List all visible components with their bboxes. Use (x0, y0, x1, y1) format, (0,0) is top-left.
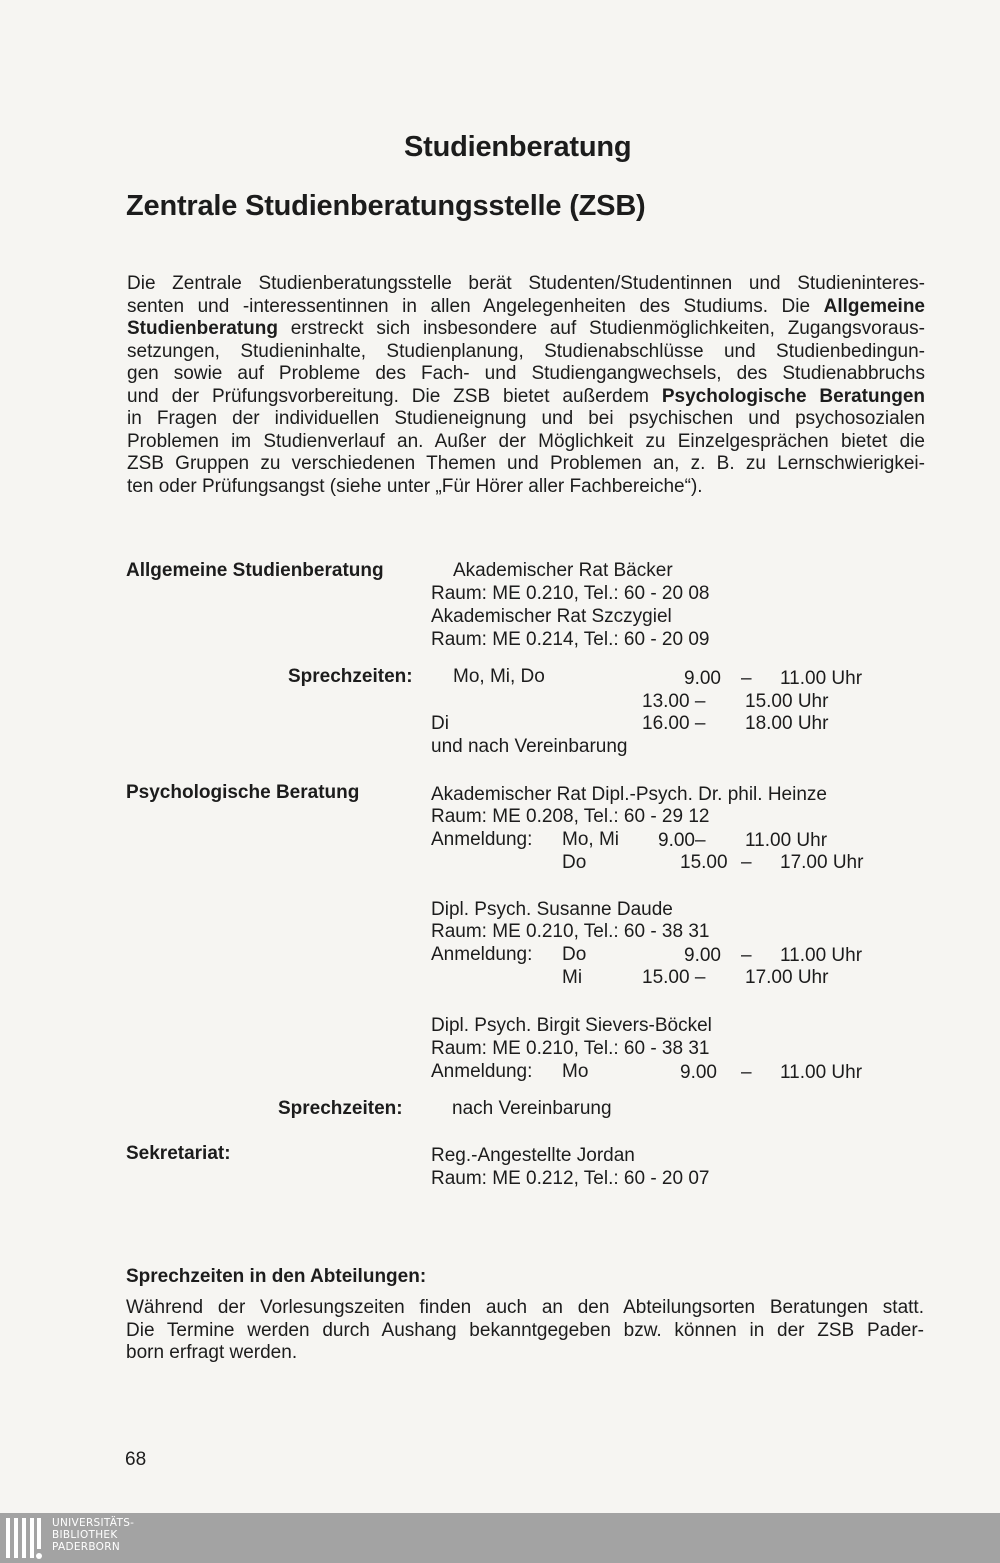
hours-to: 11.00 Uhr (745, 830, 828, 851)
hours-day: Mo, Mi (562, 829, 619, 850)
body-text: setzungen, Studieninhalte, Studienplanung, Studienabschlüsse und Studienbedingun- (127, 340, 925, 362)
library-footer (0, 1513, 1000, 1563)
hours-dash: – (741, 852, 752, 873)
hours-day: Mo (562, 1061, 589, 1082)
hours-to: 11.00 Uhr (780, 1062, 863, 1083)
sekretariat-label: Sekretariat: (126, 1143, 231, 1164)
hours-to: 17.00 Uhr (780, 852, 864, 873)
hours-dash: – (741, 668, 752, 689)
contact-name: Dipl. Psych. Susanne Daude (431, 899, 673, 920)
sprechzeiten-label: Sprechzeiten: (278, 1098, 403, 1119)
intro-line (127, 408, 925, 431)
contact-room: Raum: ME 0.210, Tel.: 60 - 38 31 (431, 1038, 710, 1059)
page-title: Studienberatung (404, 131, 632, 163)
library-name: UNIVERSITÄTS- BIBLIOTHEK PADERBORN (52, 1517, 135, 1553)
body-text: erstreckt sich insbesondere auf Studienmöglichkeiten, Zugangsvoraus- (277, 318, 925, 339)
hours-to: 11.00 Uhr (780, 668, 863, 689)
intro-line (127, 363, 925, 386)
intro-paragraph (127, 273, 925, 498)
body-text: senten und -interessentinnen in allen Angelegenheiten des Studiums. Die (127, 295, 824, 317)
intro-line (127, 273, 925, 296)
abteilungen-line: Die Termine werden durch Aushang bekanntgegeben bzw. können in der ZSB Pader- (126, 1319, 924, 1341)
abteilungen-line: born erfragt werden. (126, 1342, 298, 1363)
intro-line (127, 341, 925, 364)
hours-to: 11.00 Uhr (780, 945, 863, 966)
abteilungen-line: Während der Vorlesungszeiten finden auch an den Abteilungsorten Beratungen statt. (126, 1297, 924, 1318)
hours-from: 15.00 (680, 852, 728, 873)
intro-line (127, 476, 925, 499)
contact-room: Raum: ME 0.208, Tel.: 60 - 29 12 (431, 806, 710, 827)
hours-day: Do (562, 852, 587, 873)
hours-from: 9.00 (680, 1062, 717, 1083)
section-title: Zentrale Studienberatungsstelle (ZSB) (126, 190, 646, 222)
contact-name: Dipl. Psych. Birgit Sievers-Böckel (431, 1015, 712, 1036)
hours-day: Do (562, 944, 587, 965)
hours-note: und nach Vereinbarung (431, 736, 628, 757)
hours-from: 9.00 (684, 668, 721, 689)
contact-name: Akademischer Rat Szczygiel (431, 606, 672, 627)
intro-line (127, 318, 925, 341)
allgemeine-heading: Allgemeine Studienberatung (126, 560, 384, 581)
sprechzeiten-label: Sprechzeiten: (288, 666, 413, 687)
psych-heading: Psychologische Beratung (126, 782, 360, 803)
body-text: Die Zentrale Studienberatungsstelle berät Studenten/Studentinnen und Studieninteres- (127, 273, 925, 294)
contact-room: Raum: ME 0.212, Tel.: 60 - 20 07 (431, 1168, 710, 1189)
hours-from: 9.00 (684, 945, 721, 966)
emphasis-text: Studienberatung (127, 318, 278, 339)
registration-label: Anmeldung: (431, 829, 533, 850)
hours-to: 15.00 Uhr (745, 691, 829, 712)
intro-line (127, 386, 925, 409)
hours-day: Mo, Mi, Do (453, 666, 545, 687)
contact-name: Reg.-Angestellte Jordan (431, 1145, 635, 1166)
contact-room: Raum: ME 0.210, Tel.: 60 - 38 31 (431, 921, 710, 942)
hours-from: 16.00 – (642, 713, 706, 734)
emphasis-text: Psychologische Beratungen (661, 385, 925, 407)
abteilungen-heading: Sprechzeiten in den Abteilungen: (126, 1266, 427, 1287)
hours-from: 13.00 – (642, 691, 706, 712)
registration-label: Anmeldung: (431, 1061, 533, 1082)
hours-day: Di (431, 713, 449, 734)
hours-from: 15.00 – (642, 967, 706, 988)
hours-note: nach Vereinbarung (452, 1098, 612, 1119)
registration-label: Anmeldung: (431, 944, 533, 965)
hours-from: 9.00– (658, 830, 706, 851)
hours-dash: – (741, 1062, 752, 1083)
body-text: Problemen im Studienverlauf an. Außer der Möglichkeit zu Einzelgesprächen bietet die (127, 430, 925, 452)
intro-line (127, 453, 925, 476)
contact-room: Raum: ME 0.214, Tel.: 60 - 20 09 (431, 629, 710, 650)
body-text: ZSB Gruppen zu verschiedenen Themen und Problemen an, z. B. zu Lernschwierigkei- (127, 453, 925, 474)
intro-line (127, 296, 925, 319)
contact-room: Raum: ME 0.210, Tel.: 60 - 20 08 (431, 583, 710, 604)
body-text: ten oder Prüfungsangst (siehe unter „Für Hörer aller Fachbereiche“). (127, 475, 703, 497)
abteilungen-paragraph (126, 1297, 924, 1365)
emphasis-text: Allgemeine (823, 295, 925, 317)
body-text: und der Prüfungsvorbereitung. Die ZSB bietet außerdem (127, 385, 662, 407)
page-number: 68 (125, 1449, 147, 1470)
hours-to: 17.00 Uhr (745, 967, 829, 988)
body-text: gen sowie auf Probleme des Fach- und Studiengangwechsels, des Studienabbruchs (127, 363, 925, 384)
hours-dash: – (741, 945, 752, 966)
hours-day: Mi (562, 967, 583, 988)
body-text: in Fragen der individuellen Studieneignung und bei psychischen und psychosozialen (127, 408, 925, 429)
contact-name: Akademischer Rat Bäcker (453, 560, 673, 581)
hours-to: 18.00 Uhr (745, 713, 829, 734)
intro-line (127, 431, 925, 454)
contact-name: Akademischer Rat Dipl.-Psych. Dr. phil. Heinze (431, 784, 827, 805)
